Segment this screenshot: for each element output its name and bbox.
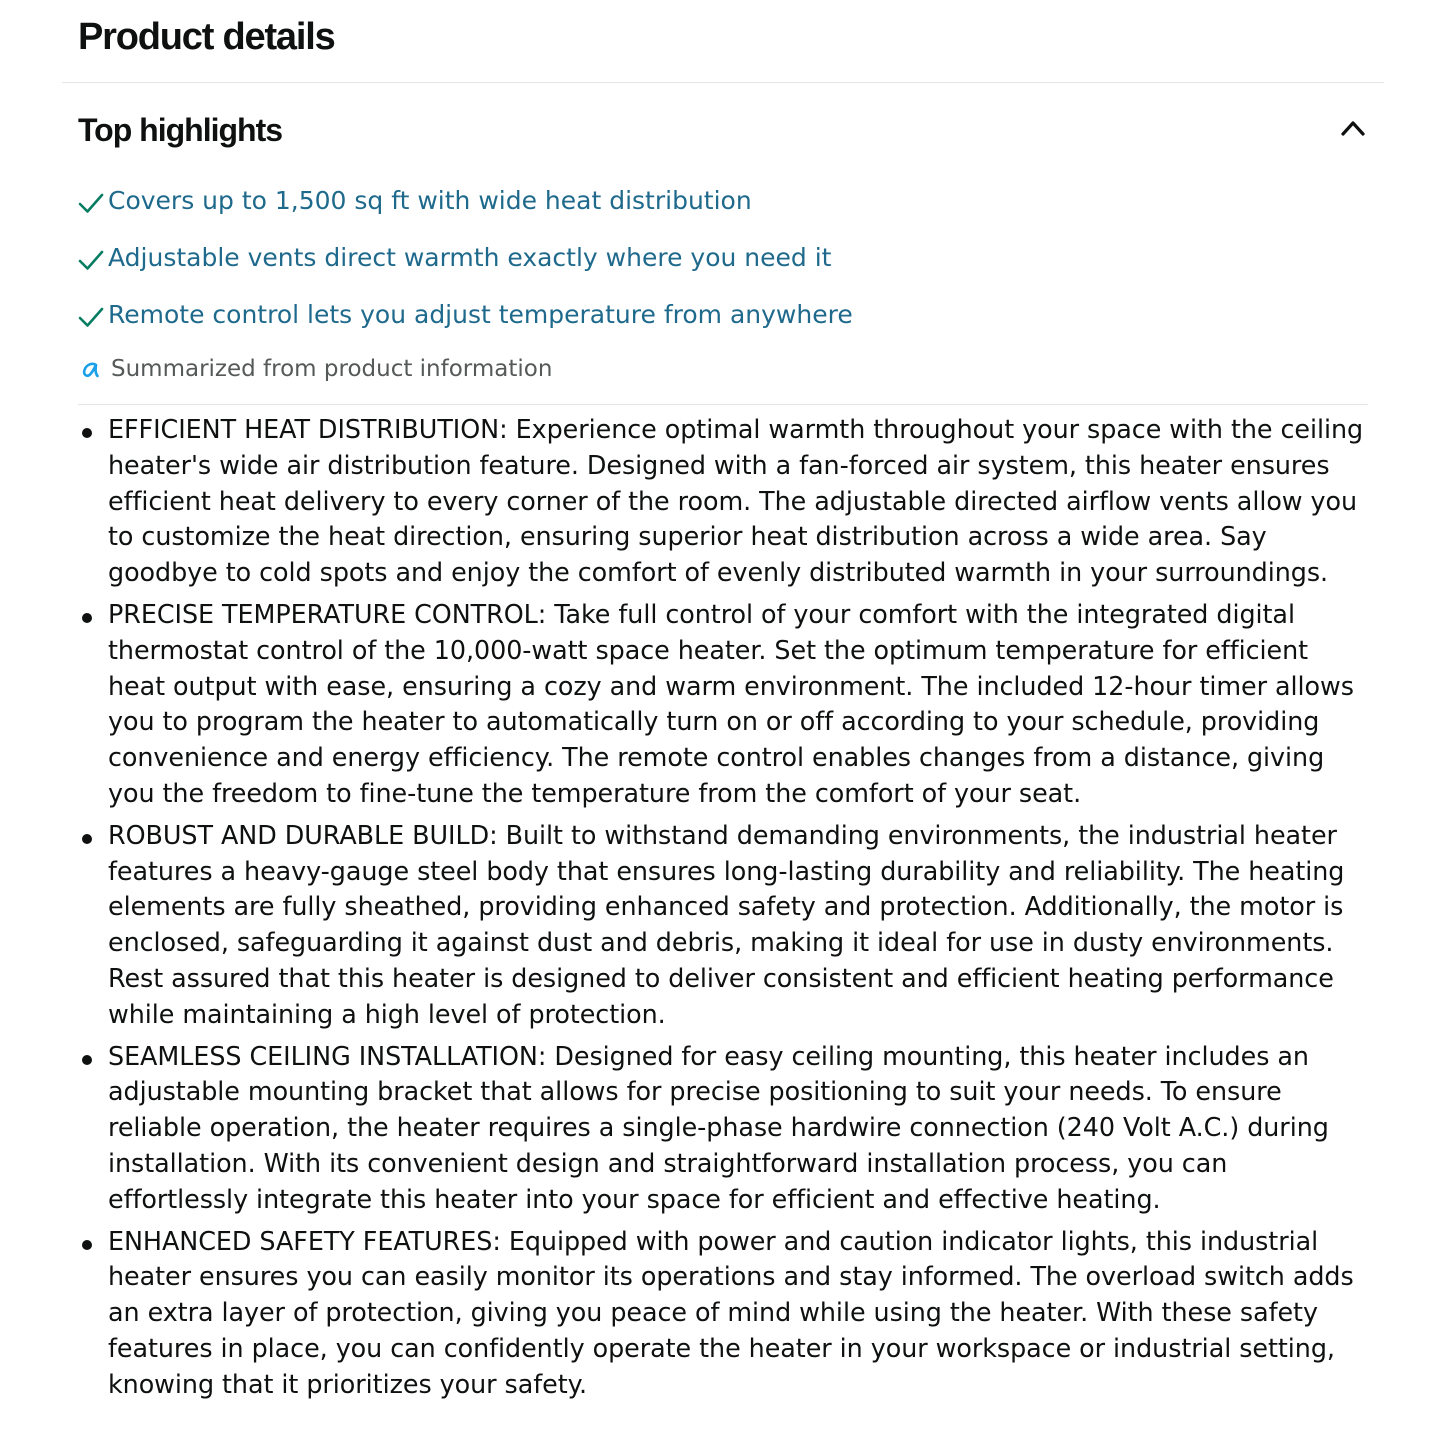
summary-text: Summarized from product information: [111, 356, 553, 382]
section-divider: [62, 82, 1384, 83]
feature-bullet-list: [0, 412, 1445, 1409]
bullet-dot: [82, 1055, 92, 1065]
highlights-list: [78, 181, 1378, 352]
chevron-up-icon: [1336, 110, 1370, 144]
feature-bullet: [0, 818, 1373, 1033]
feature-bullet: [0, 597, 1373, 812]
bullet-dot: [82, 1240, 92, 1250]
feature-bullet-text: ENHANCED SAFETY FEATURES: Equipped with power and caution indicator lights, this industrial heater ensures you can easily monitor its operations and stay informed. The overload switch adds an extra layer of protection, giving you peace of mind while using the heater. With these safety features in place, you can confidently operate the heater in your workspace or industrial setting, knowing that it prioritizes your safety.: [108, 1225, 1354, 1399]
feature-bullet-text: SEAMLESS CEILING INSTALLATION: Designed for easy ceiling mounting, this heater includes an adjustable mounting bracket that allows for precise positioning to suit your needs. To ensure reliable operation, the heater requires a single-phase hardwire connection (240 Volt A.C.) during installation. With its convenient design and straightforward installation process, you can effortlessly integrate this heater into your space for efficient and effective heating.: [108, 1040, 1329, 1214]
highlight-text: Remote control lets you adjust temperature from anywhere: [108, 300, 853, 329]
check-icon: [78, 304, 104, 330]
collapse-highlights-button[interactable]: [1336, 110, 1370, 144]
feature-bullet-text: EFFICIENT HEAT DISTRIBUTION: Experience optimal warmth throughout your space with the ceiling heater's wide air distribution feature. Designed with a fan-forced air system, this heater ensures efficient heat delivery to every corner of the room. The adjustable directed airflow vents allow you to customize the heat direction, ensuring superior heat distribution across a wide area. Say goodbye to cold spots and enjoy the comfort of evenly distributed warmth in your surroundings.: [108, 414, 1364, 588]
feature-bullet: [0, 1224, 1373, 1403]
highlight-text: Adjustable vents direct warmth exactly where you need it: [108, 243, 832, 272]
highlight-item: [78, 181, 1378, 238]
bullet-dot: [82, 428, 92, 438]
check-icon: [78, 190, 104, 216]
top-highlights-title: Top highlights: [78, 112, 283, 148]
feature-bullet: [0, 412, 1373, 591]
bullet-dot: [82, 613, 92, 623]
page-title: Product details: [78, 16, 335, 58]
top-highlights-header[interactable]: [78, 106, 1370, 156]
ai-sparkle-icon: [80, 359, 102, 381]
highlights-divider: [78, 404, 1368, 405]
feature-bullet-text: ROBUST AND DURABLE BUILD: Built to withstand demanding environments, the industrial heater features a heavy-gauge steel body that ensures long-lasting durability and reliability. The heating elements are fully sheathed, providing enhanced safety and protection. Additionally, the motor is enclosed, safeguarding it against dust and debris, making it ideal for use in dusty environments. Rest assured that this heater is designed to deliver consistent and efficient heating performance while maintaining a high level of protection.: [108, 819, 1345, 1029]
feature-bullet-text: PRECISE TEMPERATURE CONTROL: Take full control of your comfort with the integrated digital thermostat control of the 10,000-watt space heater. Set the optimum temperature for efficient heat output with ease, ensuring a cozy and warm environment. The included 12-hour timer allows you to program the heater to automatically turn on or off according to your schedule, providing convenience and energy efficiency. The remote control enables changes from a distance, giving you the freedom to fine-tune the temperature from the comfort of your seat.: [108, 598, 1354, 808]
bullet-dot: [82, 834, 92, 844]
highlight-item: [78, 238, 1378, 295]
highlight-item: [78, 295, 1378, 352]
check-icon: [78, 247, 104, 273]
feature-bullet: [0, 1039, 1373, 1218]
highlight-text: Covers up to 1,500 sq ft with wide heat distribution: [108, 186, 752, 215]
